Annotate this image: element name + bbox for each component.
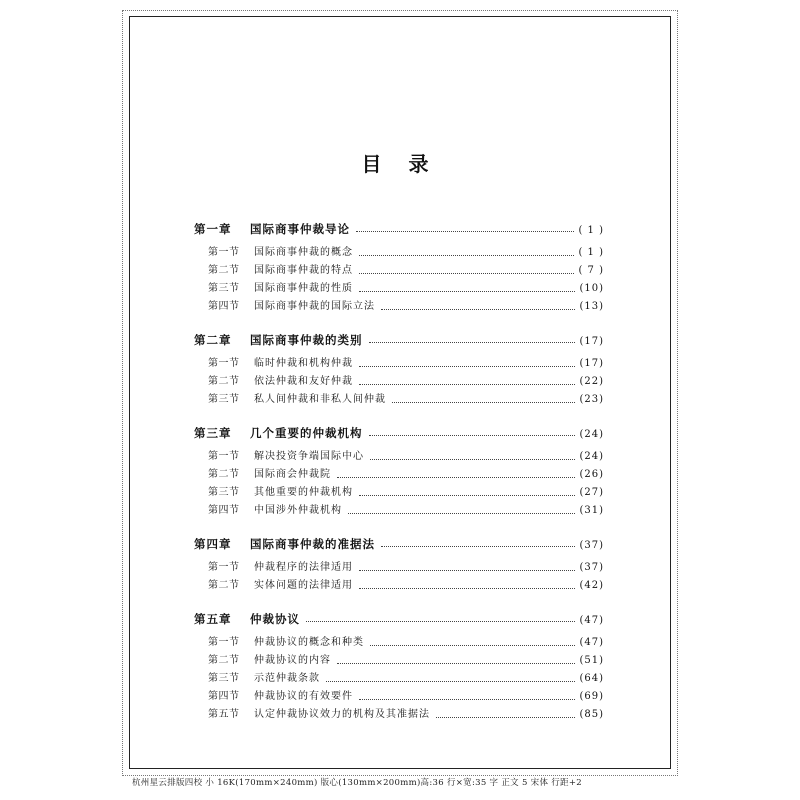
chapter-number: 第一章 (194, 222, 232, 236)
section-title: 国际商事仲裁的特点 (254, 265, 353, 276)
section-title: 中国涉外仲裁机构 (254, 505, 342, 516)
dot-leader (359, 383, 575, 385)
section-number: 第二节 (208, 655, 240, 666)
section-page-number: (27) (579, 487, 604, 498)
section-entry[interactable] (194, 706, 604, 724)
chapter-page-number: (47) (579, 615, 604, 626)
chapter-page-number: (37) (579, 540, 604, 551)
section-entry[interactable] (194, 688, 604, 706)
section-page-number: (37) (579, 562, 604, 573)
chapter-title: 国际商事仲裁的准据法 (250, 537, 375, 551)
section-page-number: ( 7 ) (578, 265, 604, 276)
dot-leader (359, 587, 575, 589)
dot-leader (359, 494, 575, 496)
section-title: 国际商会仲裁院 (254, 469, 331, 480)
section-number: 第四节 (208, 301, 240, 312)
section-number: 第一节 (208, 451, 240, 462)
section-entry[interactable] (194, 466, 604, 484)
section-title: 解决投资争端国际中心 (254, 451, 364, 462)
dot-leader (392, 401, 575, 403)
section-number: 第四节 (208, 691, 240, 702)
section-title: 示范仲裁条款 (254, 673, 320, 684)
section-number: 第二节 (208, 469, 240, 480)
section-page-number: (42) (579, 580, 604, 591)
section-entry[interactable] (194, 559, 604, 577)
section-title: 仲裁协议的概念和种类 (254, 637, 364, 648)
section-title: 依法仲裁和友好仲裁 (254, 376, 353, 387)
section-title: 国际商事仲裁的国际立法 (254, 301, 375, 312)
section-title: 仲裁协议的内容 (254, 655, 331, 666)
section-entry[interactable] (194, 280, 604, 298)
section-entry[interactable] (194, 298, 604, 316)
section-entry[interactable] (194, 670, 604, 688)
section-entry[interactable] (194, 244, 604, 262)
section-title: 仲裁协议的有效要件 (254, 691, 353, 702)
dot-leader (370, 644, 575, 646)
chapter-page-number: (24) (579, 429, 604, 440)
dot-leader (436, 716, 575, 718)
section-title: 认定仲裁协议效力的机构及其准据法 (254, 709, 430, 720)
dot-leader (359, 254, 574, 256)
section-entry[interactable] (194, 652, 604, 670)
section-number: 第二节 (208, 265, 240, 276)
dot-leader (381, 308, 575, 310)
chapter-page-number: ( 1 ) (578, 225, 604, 236)
section-entry[interactable] (194, 373, 604, 391)
dot-leader (369, 341, 576, 343)
section-entry[interactable] (194, 355, 604, 373)
chapter-title: 仲裁协议 (250, 612, 300, 626)
print-spec-footer: 杭州星云排版四校 小 16K(170mm×240mm) 版心(130mm×200mm)高:36 行×宽:35 字 正文 5 宋体 行距+2 (132, 778, 582, 788)
chapter-title: 国际商事仲裁导论 (250, 222, 350, 236)
section-number: 第一节 (208, 358, 240, 369)
dot-leader (359, 365, 575, 367)
chapter-number: 第三章 (194, 426, 232, 440)
section-number: 第二节 (208, 376, 240, 387)
dot-leader (381, 545, 575, 547)
chapter-number: 第二章 (194, 333, 232, 347)
section-title: 实体问题的法律适用 (254, 580, 353, 591)
section-entry[interactable] (194, 391, 604, 409)
dot-leader (337, 662, 575, 664)
section-page-number: ( 1 ) (578, 247, 604, 258)
dot-leader (359, 272, 574, 274)
dot-leader (356, 230, 574, 232)
section-number: 第二节 (208, 580, 240, 591)
section-page-number: (23) (579, 394, 604, 405)
section-entry[interactable] (194, 502, 604, 520)
section-title: 国际商事仲裁的性质 (254, 283, 353, 294)
section-title: 临时仲裁和机构仲裁 (254, 358, 353, 369)
toc-title: 目 录 (361, 152, 439, 176)
chapter-number: 第四章 (194, 537, 232, 551)
dot-leader (359, 698, 575, 700)
dot-leader (348, 512, 575, 514)
chapter-entry[interactable] (194, 609, 604, 630)
chapter-entry[interactable] (194, 534, 604, 555)
chapter-title: 几个重要的仲裁机构 (250, 426, 363, 440)
section-page-number: (47) (579, 637, 604, 648)
dot-leader (370, 458, 575, 460)
section-number: 第四节 (208, 505, 240, 516)
section-page-number: (31) (579, 505, 604, 516)
dot-leader (359, 290, 575, 292)
section-entry[interactable] (194, 634, 604, 652)
dot-leader (359, 569, 575, 571)
section-entry[interactable] (194, 577, 604, 595)
section-number: 第一节 (208, 247, 240, 258)
section-title: 国际商事仲裁的概念 (254, 247, 353, 258)
section-page-number: (51) (579, 655, 604, 666)
section-page-number: (69) (579, 691, 604, 702)
table-of-contents (194, 219, 604, 724)
dot-leader (326, 680, 575, 682)
section-page-number: (26) (579, 469, 604, 480)
chapter-number: 第五章 (194, 612, 232, 626)
section-page-number: (13) (579, 301, 604, 312)
section-page-number: (85) (579, 709, 604, 720)
section-page-number: (17) (579, 358, 604, 369)
section-number: 第三节 (208, 673, 240, 684)
chapter-title: 国际商事仲裁的类别 (250, 333, 363, 347)
section-title: 仲裁程序的法律适用 (254, 562, 353, 573)
section-title: 私人间仲裁和非私人间仲裁 (254, 394, 386, 405)
section-page-number: (10) (579, 283, 604, 294)
section-number: 第三节 (208, 487, 240, 498)
section-page-number: (64) (579, 673, 604, 684)
section-entry[interactable] (194, 484, 604, 502)
section-title: 其他重要的仲裁机构 (254, 487, 353, 498)
chapter-entry[interactable] (194, 423, 604, 444)
section-page-number: (22) (579, 376, 604, 387)
section-number: 第一节 (208, 562, 240, 573)
section-page-number: (24) (579, 451, 604, 462)
chapter-page-number: (17) (579, 336, 604, 347)
dot-leader (369, 434, 576, 436)
dot-leader (337, 476, 575, 478)
section-number: 第五节 (208, 709, 240, 720)
section-number: 第一节 (208, 637, 240, 648)
section-entry[interactable] (194, 262, 604, 280)
section-number: 第三节 (208, 394, 240, 405)
section-number: 第三节 (208, 283, 240, 294)
chapter-entry[interactable] (194, 219, 604, 240)
chapter-entry[interactable] (194, 330, 604, 351)
dot-leader (306, 620, 575, 622)
section-entry[interactable] (194, 448, 604, 466)
